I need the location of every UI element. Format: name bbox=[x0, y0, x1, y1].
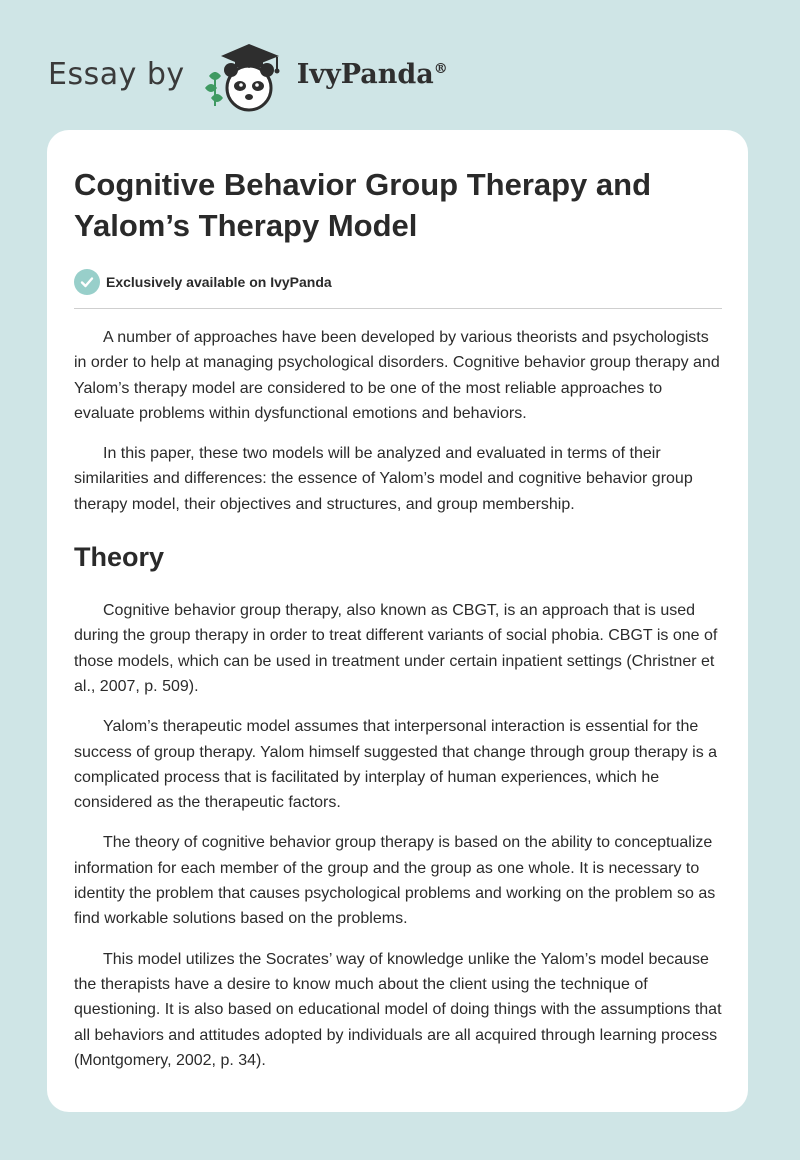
essay-title: Cognitive Behavior Group Therapy and Yalom’s Therapy Model bbox=[74, 167, 652, 243]
panda-logo-icon bbox=[199, 36, 293, 112]
theory-paragraph: Yalom’s therapeutic model assumes that interpersonal interaction is essential for the success of group therapy. Yalom himself suggested that change through group therapy is a complicated process that is facilitated by interplay of human experiences, which he considered as the therapeutic factors. bbox=[74, 718, 718, 812]
intro-paragraph: In this paper, these two models will be analyzed and evaluated in terms of their similarities and differences: the essence of Yalom’s model and cognitive behavior group therapy model, their objectives and structures, and group membership. bbox=[74, 445, 693, 513]
brand-prefix: Essay by bbox=[48, 56, 185, 92]
theory-paragraph: This model utilizes the Socrates’ way of knowledge unlike the Yalom’s model because the therapists have a desire to know much about the client using the technique of questioning. It is also based on educational model of doing things with the assumptions that all behaviors and attitudes adopted by individuals are all acquired through learning process (Montgomery, 2002, p. 34). bbox=[74, 950, 722, 1069]
intro-paragraph: A number of approaches have been developed by various theorists and psychologists in order to help at managing psychological disorders. Cognitive behavior group therapy and Yalom’s therapy model are considered to be one of the most reliable approaches to evaluate problems within dysfunctional emotions and behaviors. bbox=[74, 329, 720, 422]
exclusive-badge bbox=[74, 268, 722, 296]
brand-name-text: IvyPanda bbox=[296, 58, 434, 90]
badge-label: Exclusively available on IvyPanda bbox=[106, 274, 332, 290]
essay-card bbox=[47, 130, 748, 1112]
theory-paragraph: The theory of cognitive behavior group therapy is based on the ability to conceptualize information for each member of the group and the group as one whole. It is necessary to identity the problem that causes psychological problems and working on the problem so as find workable solutions based on the problems. bbox=[74, 834, 716, 928]
theory-paragraph: Cognitive behavior group therapy, also known as CBGT, is an approach that is used during the group therapy in order to treat different variants of social phobia. CBGT is one of those models, which can be used in treatment under certain inpatient settings (Christner et al., 2007, p. 509). bbox=[74, 602, 718, 695]
brand-header bbox=[48, 34, 448, 114]
brand-name bbox=[297, 59, 448, 90]
section-heading-theory: Theory bbox=[74, 542, 165, 573]
checkmark-icon bbox=[74, 269, 100, 295]
divider bbox=[74, 308, 722, 309]
registered-mark: ® bbox=[433, 60, 448, 77]
